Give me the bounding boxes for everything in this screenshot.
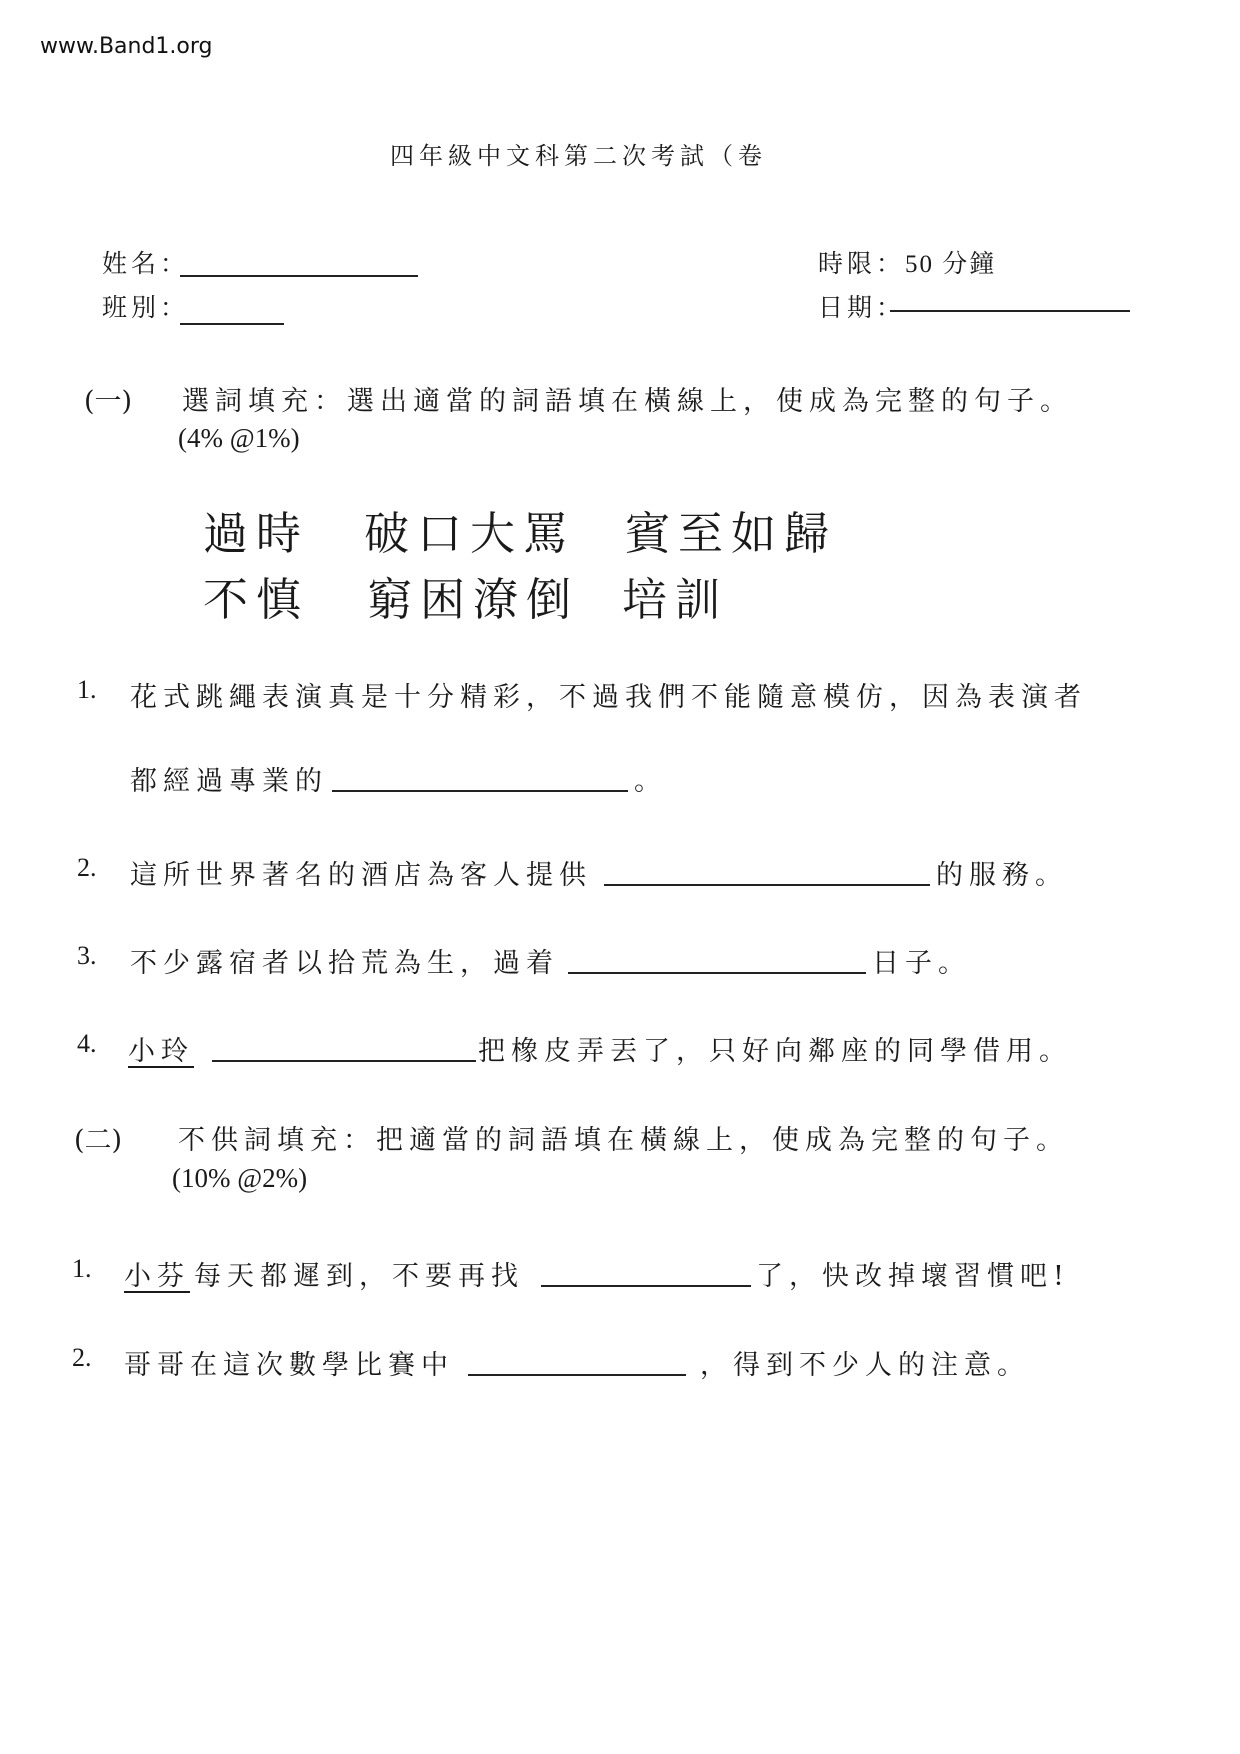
question-text: 花式跳繩表演真是十分精彩，不過我們不能隨意模仿，因為表演者 xyxy=(130,682,1087,713)
word-bank-item: 不慎 xyxy=(203,573,310,626)
answer-blank[interactable] xyxy=(541,1285,751,1287)
exam-title: 四年級中文科第二次考試（卷 xyxy=(390,142,767,170)
class-label: 班別： xyxy=(102,293,190,322)
question-number: 4. xyxy=(77,1029,97,1058)
question-text: 。 xyxy=(634,766,667,797)
name-field[interactable] xyxy=(180,275,418,277)
section1-number: (一) xyxy=(84,386,133,417)
time-value: 50 分鐘 xyxy=(905,251,997,278)
question-text: 不少露宿者以拾荒為生，過着 xyxy=(130,948,559,979)
question-text: 哥哥在這次數學比賽中 xyxy=(124,1350,454,1381)
date-label: 日期： xyxy=(818,293,906,322)
word-bank-item: 破口大罵 xyxy=(364,507,577,560)
person-name: 小芬 xyxy=(124,1261,190,1292)
question-text: ，得到不少人的注意。 xyxy=(700,1350,1030,1381)
question-text: 日子。 xyxy=(872,948,971,979)
answer-blank[interactable] xyxy=(568,972,866,974)
section1-marks: (4% @1%) xyxy=(178,423,300,453)
question-text: 了，快改掉壞習慣吧! xyxy=(756,1261,1070,1292)
question-number: 2. xyxy=(77,853,97,882)
word-bank-item: 賓至如歸 xyxy=(625,507,838,560)
question-text: 都經過專業的 xyxy=(130,766,328,797)
section2-instruction: 不供詞填充：把適當的詞語填在橫線上，使成為完整的句子。 xyxy=(178,1125,1069,1156)
word-bank-item: 培訓 xyxy=(622,573,729,626)
section1-instruction: 選詞填充：選出適當的詞語填在橫線上，使成為完整的句子。 xyxy=(182,386,1073,417)
time-label-text: 時限： xyxy=(818,249,906,278)
question-text: 把橡皮弄丟了，只好向鄰座的同學借用。 xyxy=(478,1036,1072,1067)
question-text: 這所世界著名的酒店為客人提供 xyxy=(130,860,592,891)
time-label xyxy=(818,244,996,280)
word-bank-item: 過時 xyxy=(203,507,310,560)
class-field[interactable] xyxy=(180,323,284,325)
section2-number: (二) xyxy=(74,1125,123,1156)
question-text: 的服務。 xyxy=(936,860,1068,891)
answer-blank[interactable] xyxy=(604,884,930,886)
answer-blank[interactable] xyxy=(332,790,628,792)
question-number: 2. xyxy=(72,1343,92,1372)
question-text: 每天都遲到，不要再找 xyxy=(194,1261,524,1292)
word-bank-item: 窮困潦倒 xyxy=(367,573,580,626)
question-number: 3. xyxy=(77,941,97,970)
answer-blank[interactable] xyxy=(468,1374,686,1376)
date-field[interactable] xyxy=(890,310,1130,312)
question-number: 1. xyxy=(77,675,97,704)
section2-marks: (10% @2%) xyxy=(172,1163,308,1193)
site-watermark: www.Band1.org xyxy=(40,34,213,59)
question-number: 1. xyxy=(72,1254,92,1283)
name-label: 姓名： xyxy=(102,249,190,278)
answer-blank[interactable] xyxy=(212,1060,476,1062)
person-name: 小玲 xyxy=(128,1036,194,1067)
